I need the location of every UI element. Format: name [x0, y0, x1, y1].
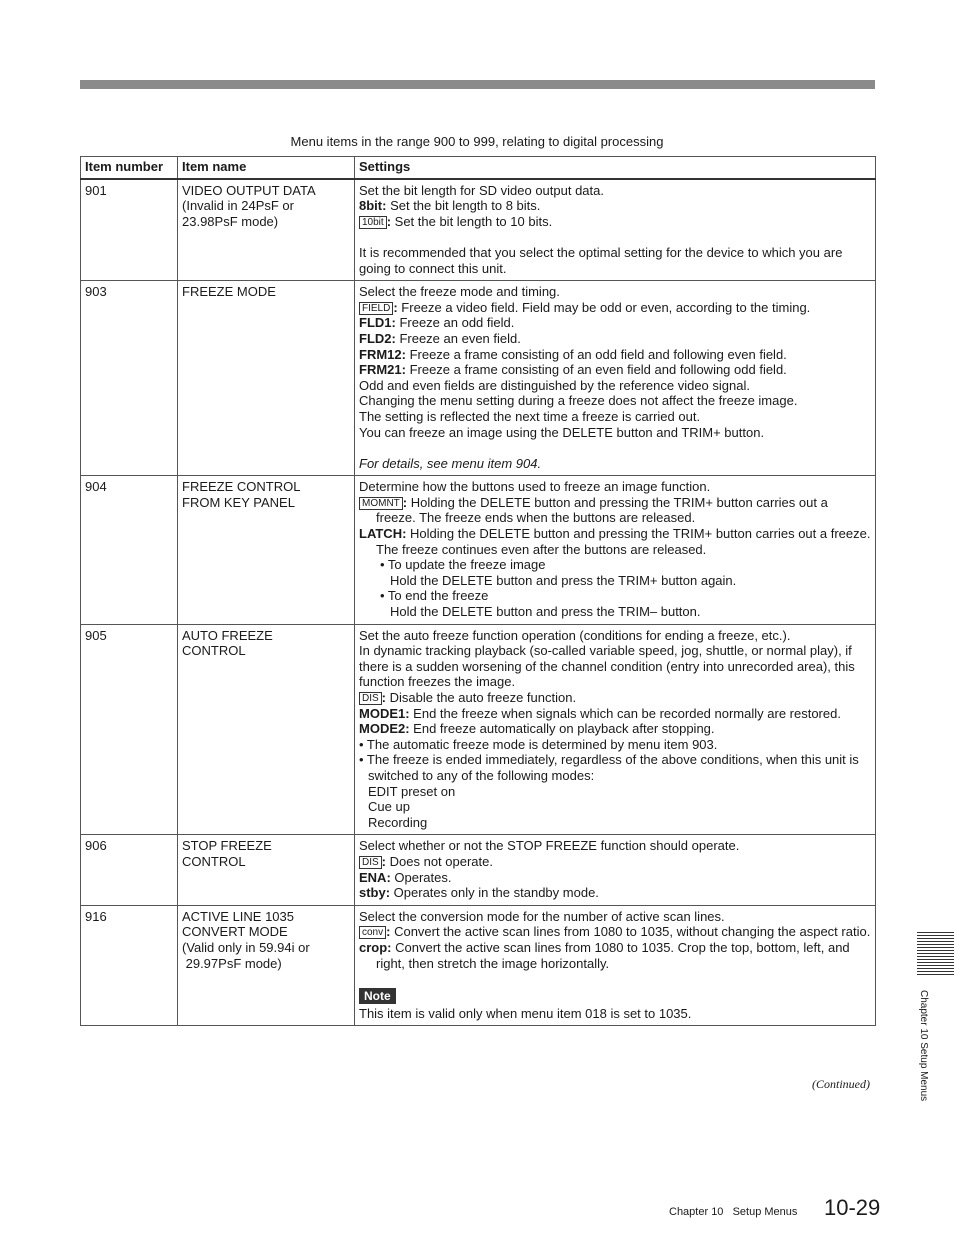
- setting-option: [359, 526, 871, 557]
- settings-table: [80, 156, 876, 1026]
- item-number: 916: [81, 905, 178, 1026]
- settings-text: It is recommended that you select the optimal setting for the device to which you are going to connect this unit.: [359, 244, 843, 276]
- bullet-item: • The automatic freeze mode is determined by menu item 903.: [359, 736, 718, 752]
- item-name-line: FREEZE CONTROL: [182, 479, 301, 495]
- option-desc: Set the bit length to 10 bits.: [391, 213, 553, 229]
- option-key: 8bit:: [359, 198, 387, 214]
- side-chapter-label: Chapter 10 Setup Menus: [918, 990, 929, 1102]
- option-key: stby:: [359, 885, 391, 901]
- item-name: [178, 281, 355, 476]
- item-settings: [355, 476, 876, 624]
- setting-option-default: [359, 495, 871, 526]
- option-desc: Holding the DELETE button and pressing the TRIM+ button carries out a freeze. The freeze ends when the buttons are released.: [376, 494, 828, 526]
- option-key: FRM21:: [359, 362, 406, 378]
- option-colon: :: [381, 853, 387, 869]
- table-header-row: [81, 157, 876, 179]
- continued-label: (Continued): [812, 1077, 870, 1091]
- bullet-item: • To update the freeze image: [380, 557, 546, 573]
- default-value-box: DIS: [359, 692, 382, 705]
- option-desc: Freeze an odd field.: [395, 315, 515, 331]
- item-number: 904: [81, 476, 178, 624]
- cross-reference: For details, see menu item 904.: [359, 455, 542, 471]
- setting-option: [359, 198, 871, 214]
- option-key: FRM12:: [359, 346, 406, 362]
- setting-option: [359, 315, 871, 331]
- option-desc: Convert the active scan lines from 1080 to 1035. Crop the top, bottom, left, and right, then stretch the image horizontally.: [376, 939, 850, 971]
- settings-text: Select the conversion mode for the number of active scan lines.: [359, 908, 725, 924]
- item-settings: [355, 624, 876, 835]
- option-colon: :: [386, 213, 392, 229]
- option-key: crop:: [359, 939, 392, 955]
- default-value-box: MOMNT: [359, 497, 403, 510]
- note-badge: Note: [359, 988, 396, 1004]
- item-settings: [355, 281, 876, 476]
- option-desc: Set the bit length to 8 bits.: [386, 198, 541, 214]
- table-row: [81, 476, 876, 624]
- setting-option-default: [359, 300, 871, 316]
- page-number: 10-29: [824, 1195, 881, 1220]
- setting-option: [359, 362, 871, 378]
- settings-text: Determine how the buttons used to freeze an image function.: [359, 479, 711, 495]
- setting-option: [359, 940, 871, 971]
- option-desc: Freeze a video field. Field may be odd or even, according to the timing.: [397, 299, 811, 315]
- option-desc: Freeze a frame consisting of an odd field and following even field.: [405, 346, 787, 362]
- settings-text: Changing the menu setting during a freeze does not affect the freeze image.: [359, 393, 798, 409]
- item-name: [178, 905, 355, 1026]
- settings-text: Set the bit length for SD video output data.: [359, 182, 604, 198]
- option-key: MODE2:: [359, 721, 410, 737]
- setting-option: [359, 870, 871, 886]
- setting-option-default: [359, 690, 871, 706]
- setting-option: [359, 331, 871, 347]
- item-number: 901: [81, 179, 178, 281]
- footer-chapter: Chapter 10 Setup Menus: [669, 1206, 798, 1218]
- option-colon: :: [381, 690, 387, 705]
- item-number: 905: [81, 624, 178, 835]
- item-name: [178, 624, 355, 835]
- item-name-line: FROM KEY PANEL: [182, 494, 295, 510]
- item-settings: [355, 179, 876, 281]
- item-name: [178, 835, 355, 905]
- option-colon: :: [386, 924, 391, 940]
- item-name-line: (Invalid in 24PsF or: [182, 198, 294, 214]
- item-number: 903: [81, 281, 178, 476]
- default-value-box: DIS: [359, 856, 382, 869]
- default-value-box: FIELD: [359, 302, 393, 315]
- table-row: [81, 179, 876, 281]
- option-colon: :: [393, 299, 398, 315]
- default-value-box: conv: [359, 926, 386, 939]
- settings-text: Select the freeze mode and timing.: [359, 284, 560, 300]
- settings-text: Set the auto freeze function operation (conditions for ending a freeze, etc.).: [359, 627, 791, 643]
- item-name: [178, 179, 355, 281]
- option-desc: Does not operate.: [386, 853, 493, 869]
- item-name-line: CONTROL: [182, 643, 246, 659]
- header-item-number: Item number: [81, 157, 178, 179]
- mode-list-item: Recording: [368, 814, 428, 830]
- item-number: 906: [81, 835, 178, 905]
- bullet-item: • The freeze is ended immediately, regardless of the above conditions, when this unit is switched to any of the following modes:: [359, 752, 859, 783]
- item-name-line: CONVERT MODE: [182, 924, 288, 940]
- option-key: LATCH:: [359, 526, 407, 542]
- option-colon: :: [402, 494, 408, 510]
- item-name-line: FREEZE MODE: [182, 284, 276, 300]
- item-name-line: 23.98PsF mode): [182, 213, 279, 229]
- header-settings: Settings: [355, 157, 876, 179]
- option-desc: End the freeze when signals which can be recorded normally are restored.: [409, 705, 841, 721]
- default-value-box: 10bit: [359, 216, 387, 229]
- settings-text: Select whether or not the STOP FREEZE function should operate.: [359, 838, 740, 854]
- setting-option-default: [359, 854, 871, 870]
- settings-text: In dynamic tracking playback (so-called variable speed, jog, shuttle, or normal play), if there is a sudden worsening of the channel condition (entry into unrecorded area), this function freezes the image.: [359, 643, 855, 690]
- item-name-line: VIDEO OUTPUT DATA: [182, 182, 316, 198]
- item-name: [178, 476, 355, 624]
- item-settings: [355, 905, 876, 1026]
- mode-list-item: Cue up: [368, 799, 410, 815]
- header-item-name: Item name: [178, 157, 355, 179]
- option-desc: Holding the DELETE button and pressing the TRIM+ button carries out a freeze. The freeze continues even after the buttons are released.: [376, 526, 871, 557]
- note-label-line: [359, 987, 871, 1006]
- item-name-line: CONTROL: [182, 853, 246, 869]
- setting-option: [359, 706, 871, 722]
- item-name-line: (Valid only in 59.94i or: [182, 939, 310, 955]
- settings-text: The setting is reflected the next time a freeze is carried out.: [359, 408, 701, 424]
- header-rule: [80, 80, 875, 89]
- setting-option-default: [359, 924, 871, 940]
- table-caption: Menu items in the range 900 to 999, relating to digital processing: [290, 134, 664, 149]
- item-name-line: AUTO FREEZE: [182, 627, 273, 643]
- option-key: FLD2:: [359, 330, 396, 346]
- table-row: [81, 281, 876, 476]
- option-desc: Convert the active scan lines from 1080 to 1035, without changing the aspect ratio.: [390, 924, 871, 940]
- option-desc: Disable the auto freeze function.: [386, 690, 577, 705]
- table-row: [81, 905, 876, 1026]
- option-desc: End freeze automatically on playback after stopping.: [409, 721, 715, 737]
- option-desc: Freeze an even field.: [395, 330, 521, 346]
- option-key: MODE1:: [359, 705, 410, 721]
- table-row: [81, 624, 876, 835]
- option-key: FLD1:: [359, 315, 396, 331]
- settings-text: Hold the DELETE button and press the TRIM– button.: [390, 604, 701, 620]
- chapter-tab-marker: [917, 932, 954, 976]
- item-name-line: STOP FREEZE: [182, 838, 272, 854]
- option-desc: Freeze a frame consisting of an even field and following odd field.: [405, 362, 787, 378]
- item-name-line: ACTIVE LINE 1035: [182, 908, 294, 924]
- mode-list-item: EDIT preset on: [368, 783, 456, 799]
- settings-text: You can freeze an image using the DELETE button and TRIM+ button.: [359, 424, 765, 440]
- settings-text: Hold the DELETE button and press the TRIM+ button again.: [390, 572, 737, 588]
- setting-option: [359, 721, 871, 737]
- settings-text: Odd and even fields are distinguished by the reference video signal.: [359, 377, 750, 393]
- note-text: This item is valid only when menu item 018 is set to 1035.: [359, 1005, 692, 1021]
- option-desc: Operates only in the standby mode.: [390, 885, 599, 901]
- setting-option-default: [359, 214, 871, 230]
- option-key: ENA:: [359, 869, 391, 885]
- table-row: [81, 835, 876, 905]
- setting-option: [359, 347, 871, 363]
- option-desc: Operates.: [390, 869, 452, 885]
- setting-option: [359, 885, 871, 901]
- item-name-line: 29.97PsF mode): [182, 955, 282, 971]
- bullet-item: • To end the freeze: [380, 588, 489, 604]
- item-settings: [355, 835, 876, 905]
